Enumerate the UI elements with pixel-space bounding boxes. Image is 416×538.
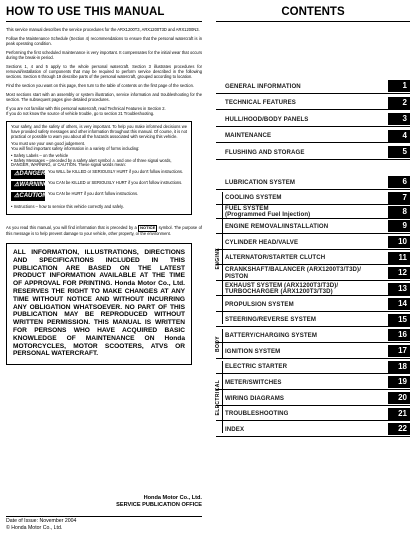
toc-item-number: 15 bbox=[388, 314, 410, 326]
toc-item-label: HULL/HOOD/BODY PANELS bbox=[225, 115, 309, 123]
toc-item-number: 13 bbox=[388, 283, 410, 295]
group-bar bbox=[216, 361, 223, 434]
toc-item[interactable] bbox=[216, 252, 410, 266]
toc-item[interactable] bbox=[216, 392, 410, 406]
how-to-use-section bbox=[6, 6, 202, 365]
toc-item-number: 14 bbox=[388, 298, 410, 310]
toc-item-number: 7 bbox=[388, 192, 410, 204]
toc-item[interactable] bbox=[216, 408, 410, 422]
warning-text: You CAN be KILLED or SERIOUSLY HURT if you don't follow instructions. bbox=[48, 180, 183, 186]
contents-title: CONTENTS bbox=[216, 6, 410, 22]
safety-bullet-labels: • Safety Labels – on the vehicle bbox=[11, 152, 69, 158]
toc-item-number: 3 bbox=[388, 113, 410, 125]
first-maintenance-paragraph: Performing the first scheduled maintenance is very important. It compensates for the initial wear that occurs during the break-in period. bbox=[6, 50, 202, 60]
toc-item-label: MAINTENANCE bbox=[225, 132, 272, 139]
toc-item-number: 16 bbox=[388, 329, 410, 341]
disclaimer-box bbox=[6, 243, 192, 365]
toc-item-label: METER/SWITCHES bbox=[225, 378, 282, 386]
publisher bbox=[6, 495, 202, 508]
toc-item-number: 10 bbox=[388, 236, 410, 248]
toc-item[interactable] bbox=[216, 345, 410, 359]
bottom-divider bbox=[6, 516, 202, 517]
toc-item-number: 1 bbox=[388, 80, 410, 92]
toc-item-label: CRANKSHAFT/BALANCER (ARX1200T3/T3D)/ bbox=[225, 266, 361, 273]
toc-item-number: 8 bbox=[388, 206, 410, 218]
toc-item[interactable] bbox=[216, 298, 410, 312]
toc-item[interactable] bbox=[216, 361, 410, 375]
toc-item-label: ALTERNATOR/STARTER CLUTCH bbox=[225, 254, 326, 261]
disclaimer-text: ALL INFORMATION, ILLUSTRATIONS, DIRECTIONS AND SPECIFICATIONS INCLUDED IN THIS PUBLICATION ARE BASED ON THE LATEST PRODUCT INFORMATION AVAILABLE AT THE TIME OF APPROVAL FOR PRINTING. Honda Motor Co., Ltd. RESERVES THE RIGHT TO MAKE CHANGES AT ANY TIME WITHOUT NOTICE AND WITHOUT INCURRING ANY OBLIGATION WHATSOEVER. NO PART OF THIS PUBLICATION MAY BE REPRODUCED WITHOUT WRITTEN PERMISSION. THIS MANUAL IS WRITTEN FOR PERSONS WHO HAVE ACQUIRED BASIC KNOWLEDGE OF MAINTENANCE ON Honda MOTORCYCLES, MOTOR SCOOTERS, ATVS OR PERSONAL WATERCRAFT. bbox=[13, 249, 185, 358]
publisher-name: Honda Motor Co., Ltd. bbox=[143, 495, 202, 501]
left-title: HOW TO USE THIS MANUAL bbox=[6, 6, 202, 22]
safety-box bbox=[6, 121, 192, 215]
toc-item[interactable] bbox=[216, 236, 410, 250]
toc-item[interactable] bbox=[216, 80, 410, 94]
toc-item-label: STEERING/REVERSE SYSTEM bbox=[225, 316, 317, 323]
toc-item-label: INDEX bbox=[225, 425, 245, 433]
toc-item-number: 18 bbox=[388, 361, 410, 373]
safety-bullet-messages: • Safety Messages – preceded by a safety alert symbol ⚠ and one of three signal words, DANGER, WARNING, or CAUTION. These signal words mean: bbox=[11, 157, 172, 168]
toc-item[interactable] bbox=[216, 376, 410, 390]
danger-text: You WILL be KILLED or SERIOUSLY HURT if you don't follow instructions. bbox=[48, 169, 184, 175]
group-label: ELECTRICAL bbox=[215, 378, 221, 415]
toc-item[interactable] bbox=[216, 314, 410, 328]
troubleshooting-paragraph: If you do not know the source of vehicle trouble, go to section 21 Troubleshooting. bbox=[6, 111, 155, 116]
toc-item[interactable] bbox=[216, 192, 410, 206]
toc-item-label: LUBRICATION SYSTEM bbox=[225, 178, 296, 186]
notice-paragraph: As you read this manual, you will find information that is preceded by a NOTICE symbol. The purpose of this message is to help prevent damage to your vehicle, other property, or the environment. bbox=[6, 225, 202, 237]
toc-item-label: EXHAUST SYSTEM (ARX1200T3/T3D)/ bbox=[225, 281, 339, 289]
toc-item-label: BATTERY/CHARGING SYSTEM bbox=[225, 331, 318, 339]
issue-date: Date of Issue: November 2004 bbox=[6, 518, 77, 524]
toc-item-number: 6 bbox=[388, 176, 410, 188]
toc-item[interactable] bbox=[216, 267, 410, 281]
sections-paragraph: Sections 1, 4 and 5 apply to the whole personal watercraft. Section 3 illustrates procedures for removal/installation of components that may be required to perform service described in the following sections. Section 6 through 19 describe parts of the personal watercraft, grouped according to location. bbox=[6, 64, 202, 79]
issue-info bbox=[6, 518, 76, 531]
toc-item-number: 5 bbox=[388, 146, 410, 158]
toc-item-number: 21 bbox=[388, 408, 410, 420]
toc-item-label: TROUBLESHOOTING bbox=[225, 410, 289, 417]
safety-intro: Your safety, and the safety of others, is very important. To help you make informed decisions we have provided safety messages and other information throughout this manual. Of course, it is not practical or possible to warn you about all the hazards associated with servicing this vehicle. bbox=[11, 124, 187, 139]
intro-paragraph: This service manual describes the service procedures for the ARX1200T3, ARX1200T3D and ARX1200N3. bbox=[6, 27, 200, 32]
toc-item-number: 4 bbox=[388, 130, 410, 142]
toc-item-label: PROPULSION SYSTEM bbox=[225, 300, 294, 308]
group-label: ENGINE bbox=[215, 246, 221, 269]
toc-item-number: 2 bbox=[388, 97, 410, 109]
most-sections-paragraph: Most sections start with an assembly or system illustration, service information and troubleshooting for the section. The subsequent pages give detailed procedures. bbox=[6, 92, 202, 102]
toc-item-label-line2: PISTON bbox=[225, 272, 249, 280]
toc-item-label: IGNITION SYSTEM bbox=[225, 347, 281, 355]
caution-row bbox=[11, 192, 187, 201]
toc-item[interactable] bbox=[216, 283, 410, 297]
toc-item-label: ENGINE REMOVAL/INSTALLATION bbox=[225, 222, 329, 230]
toc-item[interactable] bbox=[216, 146, 410, 160]
technical-features-paragraph: If you are not familiar with this personal watercraft, read Technical Features in Section 2. bbox=[6, 106, 166, 112]
toc-item-number: 12 bbox=[388, 267, 410, 279]
toc-item-label-line2: (Programmed Fuel Injection) bbox=[225, 211, 311, 218]
toc-item[interactable] bbox=[216, 130, 410, 144]
toc-item-number: 20 bbox=[388, 392, 410, 404]
toc-item-label: FUEL SYSTEM bbox=[225, 204, 269, 212]
safety-bullet-instructions: • Instructions – how to service this vehicle correctly and safely. bbox=[11, 204, 124, 210]
caution-signal: ⚠CAUTION bbox=[11, 192, 45, 201]
contents-header bbox=[216, 6, 410, 22]
caution-text: You CAN be HURT if you don't follow instructions. bbox=[48, 191, 139, 197]
publisher-office: SERVICE PUBLICATION OFFICE bbox=[116, 501, 202, 508]
toc-item[interactable] bbox=[216, 220, 410, 234]
toc-item[interactable] bbox=[216, 423, 410, 437]
toc-item-label: COOLING SYSTEM bbox=[225, 194, 282, 201]
danger-row bbox=[11, 170, 187, 179]
toc-item-label: ELECTRIC STARTER bbox=[225, 363, 288, 370]
safety-forms: You will find important safety information in a variety of forms including: bbox=[11, 145, 140, 151]
toc-item-label: CYLINDER HEAD/VALVE bbox=[225, 238, 299, 246]
find-section-paragraph: Find the section you want on this page, then turn to the table of contents on the first page of the section. bbox=[6, 83, 194, 88]
toc-item-number: 9 bbox=[388, 220, 410, 232]
notice-symbol: NOTICE bbox=[140, 225, 156, 231]
toc-item-number: 11 bbox=[388, 252, 410, 264]
toc-item-label-line2: TURBOCHARGER (ARX1200T3/T3D) bbox=[225, 288, 333, 295]
toc-item-label: WIRING DIAGRAMS bbox=[225, 394, 285, 402]
toc-item[interactable] bbox=[216, 113, 410, 127]
toc-item[interactable] bbox=[216, 97, 410, 111]
toc-item-label: GENERAL INFORMATION bbox=[225, 82, 301, 90]
toc-item-label: TECHNICAL FEATURES bbox=[225, 99, 296, 106]
danger-signal: ⚠DANGER bbox=[11, 170, 45, 179]
group-label: BODY bbox=[215, 335, 221, 353]
safety-judgment: You must use your own good judgement. bbox=[11, 140, 86, 146]
warning-signal: ⚠WARNING bbox=[11, 181, 45, 190]
toc-item-number: 17 bbox=[388, 345, 410, 357]
toc-item-number: 22 bbox=[388, 423, 410, 435]
group-bar bbox=[216, 329, 223, 359]
group-bar bbox=[216, 192, 223, 325]
warning-row bbox=[11, 181, 187, 190]
copyright: © Honda Motor Co., Ltd. bbox=[6, 524, 63, 531]
toc-item-label: FLUSHING AND STORAGE bbox=[225, 148, 305, 156]
toc-item[interactable] bbox=[216, 329, 410, 343]
toc-item-number: 19 bbox=[388, 376, 410, 388]
maintenance-paragraph: Follow the Maintenance Schedule (Section 4) recommendations to ensure that the personal watercraft is in peak operating condition. bbox=[6, 36, 202, 46]
toc-item[interactable] bbox=[216, 176, 410, 190]
toc-item[interactable] bbox=[216, 206, 410, 220]
